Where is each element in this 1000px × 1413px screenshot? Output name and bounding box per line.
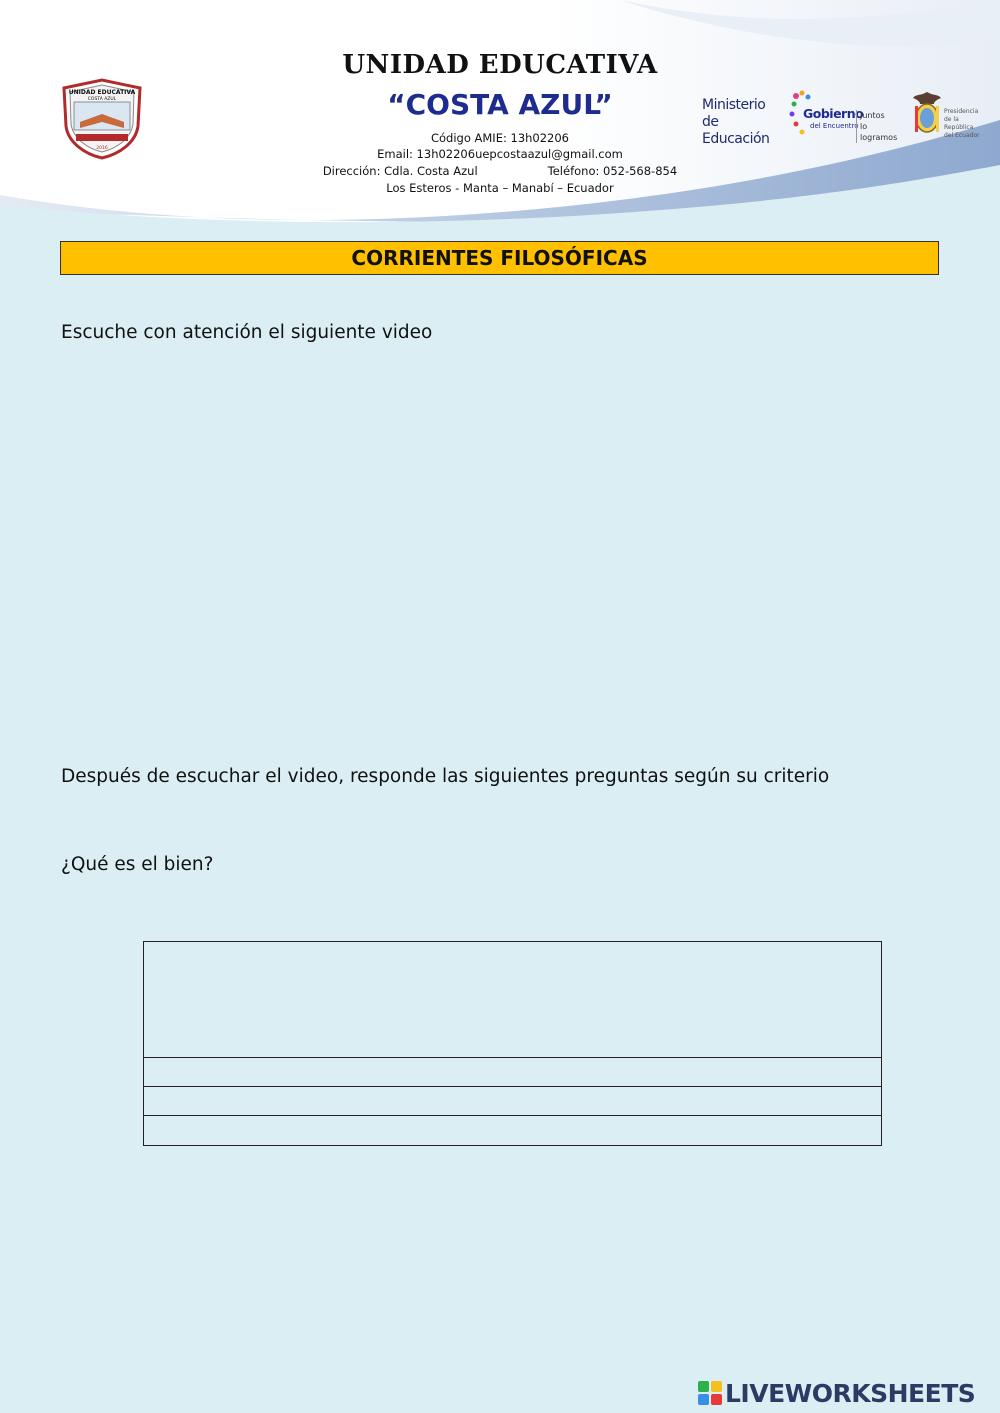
worksheet-title: CORRIENTES FILOSÓFICAS (60, 241, 939, 275)
crest-year: 2016 (96, 146, 108, 151)
liveworksheets-text: LIVEWORKSHEETS (725, 1378, 976, 1408)
juntos-line1: Juntos (860, 111, 885, 120)
ecuador-presidency-text (944, 108, 980, 140)
ministry-logo-line1: Ministerio (702, 97, 766, 113)
ministry-logo-line2: de Educación (702, 114, 770, 147)
juntos-line2: lo logramos (860, 122, 898, 142)
ecuador-emblem-icon (910, 90, 944, 138)
liveworksheets-brand[interactable] (698, 1378, 975, 1408)
amie-code: Código AMIE: 13h02206 (430, 131, 570, 145)
school-email: Email: 13h02206uepcostaazul@gmail.com (377, 147, 623, 161)
question-what-is-good: ¿Qué es el bien? (61, 854, 214, 875)
crest-title: UNIDAD EDUCATIVA (68, 89, 136, 96)
answer-text-area[interactable] (144, 942, 881, 1058)
ministry-education-logo (702, 97, 784, 148)
ecuador-text-line3: del Ecuador (944, 132, 980, 139)
juntos-logo (856, 110, 900, 143)
address-phone-line (0, 164, 1000, 178)
answer-line-1[interactable] (144, 1058, 881, 1087)
answer-line-2[interactable] (144, 1087, 881, 1116)
school-location: Los Esteros - Manta – Manabí – Ecuador (386, 181, 614, 195)
instruction-watch-video: Escuche con atención el siguiente video (61, 322, 433, 343)
liveworksheets-icon (698, 1381, 722, 1405)
answer-box (143, 941, 882, 1146)
crest-name: COSTA AZUL (87, 97, 117, 102)
ecuador-text-line1: Presidencia (944, 108, 979, 115)
gobierno-logo-sub: del Encuentro (810, 122, 859, 130)
gobierno-logo-text: Gobierno (803, 106, 864, 121)
ecuador-text-line2: de la República (944, 116, 974, 131)
school-title: UNIDAD EDUCATIVA (342, 50, 658, 80)
school-name: “COSTA AZUL” (387, 88, 613, 121)
instruction-answer-questions: Después de escuchar el video, responde las siguientes preguntas según su criterio (61, 766, 830, 787)
school-phone: Teléfono: 052-568-854 (547, 164, 678, 178)
answer-line-3[interactable] (144, 1116, 881, 1145)
school-address: Dirección: Cdla. Costa Azul (322, 164, 478, 178)
